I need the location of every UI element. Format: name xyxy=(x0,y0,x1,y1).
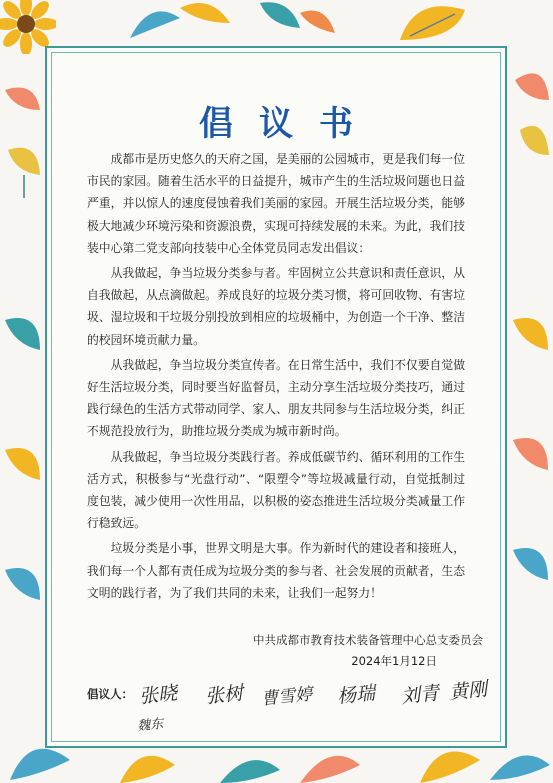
signatories-label: 倡议人： xyxy=(87,687,133,701)
paragraph-promoter: 从我做起，争当垃圾分类宣传者。在日常生活中，我们不仅要自觉做好生活垃圾分类，同时要当好监督员，主动分享生活垃圾分类技巧，通过践行绿色的生活方式带动同学、家人、朋友共同参与生活垃圾分类，纠正不规范投放行为，助推垃圾分类成为城市新时尚。 xyxy=(87,357,465,439)
signature-7: 魏东 xyxy=(136,716,164,735)
document-title: 倡议书 xyxy=(199,104,379,144)
signature-2: 张树 xyxy=(204,682,245,708)
paragraph-participant: 从我做起，争当垃圾分类参与者。牢固树立公共意识和责任意识，从自我做起，从点滴做起。养成良好的垃圾分类习惯，将可回收物、有害垃圾、湿垃圾和干垃圾分别投放到相应的垃圾桶中，为创造一个干净、整洁的校园环境贡献力量。 xyxy=(87,266,465,347)
paragraph-practitioner: 从我做起，争当垃圾分类践行者。养成低碳节约、循环利用的工作生活方式，积极参与“光盘行动”、“限塑令”等垃圾减量行动，自觉抵制过度包装，减少使用一次性用品，以积极的姿态推进生活垃圾分类减量工作行稳致远。 xyxy=(87,449,465,531)
leaves-right-decoration xyxy=(508,300,553,620)
signature-4: 杨瑞 xyxy=(336,682,377,708)
paragraph-conclusion: 垃圾分类是小事，世界文明是大事。作为新时代的建设者和接班人，我们每一个人都有责任成为垃圾分类的参与者、社会发展的贡献者，生态文明的践行者，为了我们共同的未来，让我们一起努力！ xyxy=(87,541,465,600)
issuing-organization: 中共成都市教育技术装备管理中心总支委员会 xyxy=(253,633,483,647)
leaves-left-decoration xyxy=(0,300,45,630)
blue-leaves-top-decoration xyxy=(120,0,340,48)
issue-date: 2024年1月12日 xyxy=(351,654,437,668)
pink-flower-right-decoration xyxy=(505,60,553,170)
document-body xyxy=(87,148,465,607)
document-frame xyxy=(45,46,507,748)
signature-5: 刘青 xyxy=(400,682,441,708)
orange-flower-left-decoration xyxy=(0,80,48,200)
signature-3: 曹雪婷 xyxy=(260,684,314,710)
paragraph-intro: 成都市是历史悠久的天府之国，是美丽的公园城市，更是我们每一位市民的家园。随着生活水平的日益提升，城市产生的生活垃圾问题也日益严重，并以惊人的速度侵蚀着我们美丽的家园。开展生活垃圾分类，能够极大地减少环境污染和资源浪费，实现可持续发展的未来。为此，我们技装中心第二党支部向技装中心全体党员同志发出倡议： xyxy=(87,152,465,255)
orange-flower-top-right-decoration xyxy=(395,0,475,48)
signature-1: 张晓 xyxy=(138,682,179,708)
signature-6: 黄刚 xyxy=(448,678,489,704)
